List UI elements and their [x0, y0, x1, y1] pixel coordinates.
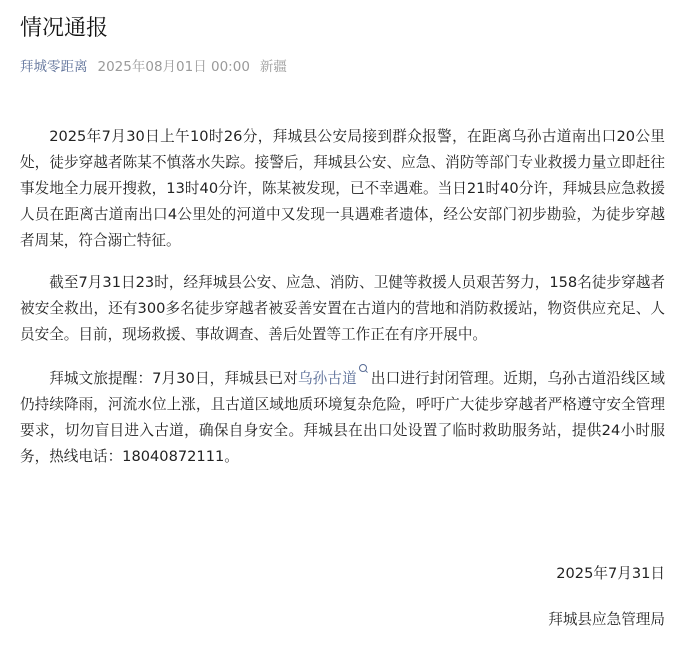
publish-time: 2025年08月01日 00:00 [97, 59, 250, 75]
article-meta [20, 57, 287, 77]
signature-date: 2025年7月31日 [556, 565, 665, 582]
paragraph-1: 2025年7月30日上午10时26分，拜城县公安局接到群众报警，在距离乌孙古道南出口20公里处，徒步穿越者陈某不慎落水失踪。接警后，拜城县公安、应急、消防等部门专业救援力量立即赶往事发地全力展开搜救，13时40分许，陈某被发现，已不幸遇难。当日21时40分许，拜城县应急救援人员在距离古道南出口4公里处的河道中又发现一具遇难者遗体，经公安部门初步勘验，为徒步穿越者周某，符合溺亡特征。 [20, 128, 665, 249]
account-name-link[interactable]: 拜城零距离 [20, 59, 88, 75]
page-title: 情况通报 [20, 16, 109, 41]
paragraph-3-text-before-link: 拜城文旅提醒：7月30日，拜城县已对 [49, 370, 298, 387]
paragraph-3-text-after-link: 出口进行封闭管理。近期，乌孙古道沿线区域仍持续降雨，河流水位上涨，且古道区域地质环境复杂危险，呼吁广大徒步穿越者严格遵守安全管理要求，切勿盲目进入古道，确保自身安全。拜城县在出口处设置了临时救助服务站，提供24小时服务，热线电话：18040872111。 [20, 370, 665, 465]
article-body [20, 124, 665, 486]
search-icon[interactable] [359, 364, 367, 372]
paragraph-3 [20, 364, 665, 470]
paragraph-2: 截至7月31日23时，经拜城县公安、应急、消防、卫健等救援人员艰苦努力，158名徒步穿越者被安全救出，还有300多名徒步穿越者被妥善安置在古道内的营地和消防救援站，物资供应充足、人员安全。目前，现场救援、事故调查、善后处置等工作正在有序开展中。 [20, 274, 665, 343]
publish-location: 新疆 [259, 59, 287, 75]
signature-organization: 拜城县应急管理局 [548, 611, 665, 628]
topic-link[interactable]: 乌孙古道 [297, 370, 357, 387]
